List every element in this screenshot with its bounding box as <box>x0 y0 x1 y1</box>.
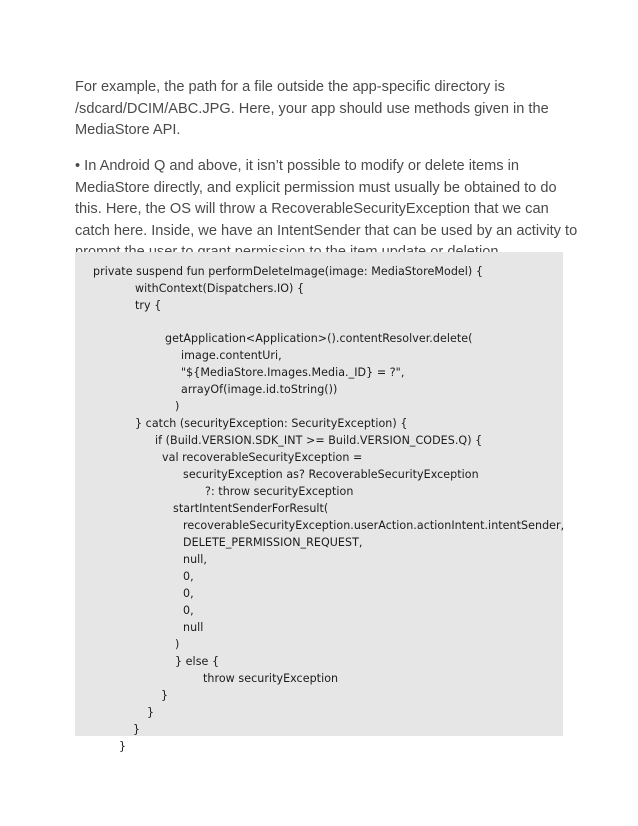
code-line: } <box>161 689 169 702</box>
code-line: "${MediaStore.Images.Media._ID} = ?", <box>181 366 405 379</box>
paragraph-path-example <box>75 77 575 142</box>
code-line: 0, <box>183 587 194 600</box>
code-line: ) <box>175 638 180 651</box>
paragraph-line: catch here. Inside, we have an IntentSender that can be used by an activity to <box>75 222 578 239</box>
paragraph-line: MediaStore API. <box>75 122 181 138</box>
code-line: startIntentSenderForResult( <box>173 502 329 515</box>
paragraph-line: For example, the path for a file outside the app-specific directory is <box>75 79 505 95</box>
code-line: 0, <box>183 570 194 583</box>
code-line: 0, <box>183 604 194 617</box>
code-line: arrayOf(image.id.toString()) <box>181 383 338 396</box>
code-line: recoverableSecurityException.userAction.actionIntent.intentSender, <box>183 519 565 532</box>
code-line: image.contentUri, <box>181 349 282 362</box>
code-line: securityException as? RecoverableSecurityException <box>183 468 479 481</box>
paragraph-line: • In Android Q and above, it isn’t possible to modify or delete items in <box>75 158 519 174</box>
paragraph-line: MediaStore directly, and explicit permission must usually be obtained to do <box>75 179 557 196</box>
code-line: ) <box>175 400 180 413</box>
code-line: } else { <box>175 655 220 668</box>
code-line: throw securityException <box>203 672 339 685</box>
code-line: } <box>133 723 141 736</box>
code-block <box>75 252 565 753</box>
code-line: private suspend fun performDeleteImage(image: MediaStoreModel) { <box>93 265 483 278</box>
code-line: withContext(Dispatchers.IO) { <box>135 282 305 295</box>
paragraph-line: this. Here, the OS will throw a RecoverableSecurityException that we can <box>75 201 549 217</box>
code-line: ?: throw securityException <box>205 485 354 498</box>
paragraph-line: /sdcard/DCIM/ABC.JPG. Here, your app should use methods given in the <box>75 100 549 117</box>
code-line: val recoverableSecurityException = <box>162 451 363 464</box>
code-line: DELETE_PERMISSION_REQUEST, <box>183 536 363 549</box>
code-line: getApplication<Application>().contentResolver.delete( <box>165 332 473 345</box>
code-line: null <box>183 621 204 634</box>
code-line: try { <box>135 299 162 312</box>
code-line: if (Build.VERSION.SDK_INT >= Build.VERSION_CODES.Q) { <box>155 434 483 447</box>
code-line: } <box>147 706 155 719</box>
code-line: } <box>119 740 127 753</box>
paragraph-android-q-bullet <box>75 156 578 264</box>
code-line: } catch (securityException: SecurityException) { <box>135 417 408 430</box>
code-line: null, <box>183 553 208 566</box>
